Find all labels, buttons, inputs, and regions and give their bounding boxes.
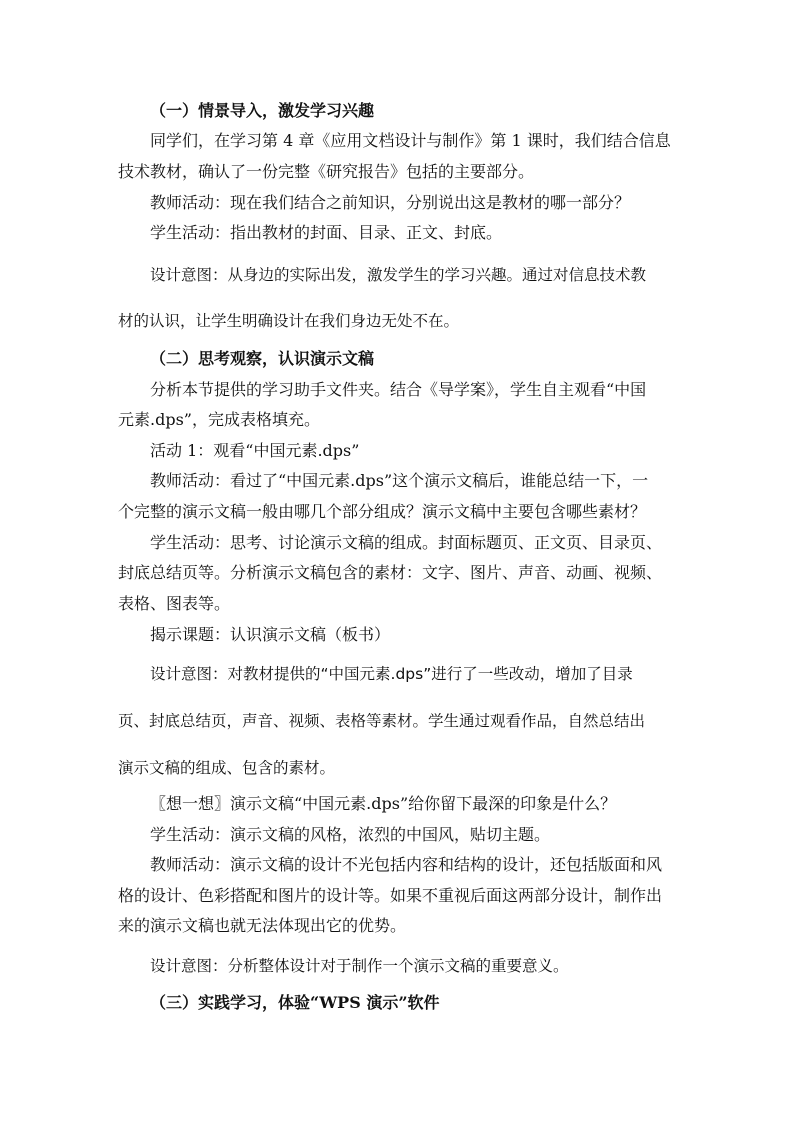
section-1-intro-line-2: 技术教材，确认了一份完整《研究报告》包括的主要部分。 bbox=[118, 162, 535, 181]
section-2-teacher-line-1: 教师活动：看过了“中国元素.dps”这个演示文稿后，谁能总结一下，一 bbox=[150, 471, 649, 490]
section-2-think-question: 〖想一想〗演示文稿“中国元素.dps”给你留下最深的印象是什么？ bbox=[150, 794, 617, 813]
section-2-student-line-1: 学生活动：思考、讨论演示文稿的组成。封面标题页、正文页、目录页、 bbox=[150, 533, 663, 552]
section-2-student-line-3: 表格、图表等。 bbox=[118, 594, 231, 613]
section-2-intro-line-2: 元素.dps”，完成表格填充。 bbox=[118, 410, 320, 429]
section-2-heading: （二）思考观察，认识演示文稿 bbox=[150, 349, 375, 368]
section-2-teacher-line-2: 个完整的演示文稿一般由哪几个部分组成？演示文稿中主要包含哪些素材？ bbox=[118, 502, 647, 521]
section-1-teacher-activity: 教师活动：现在我们结合之前知识，分别说出这是教材的哪一部分？ bbox=[150, 193, 631, 212]
section-2-teacher-2-line-3: 来的演示文稿也就无法体现出它的优势。 bbox=[118, 916, 407, 935]
section-2-design-line-2: 页、封底总结页，声音、视频、表格等素材。学生通过观看作品，自然总结出 bbox=[118, 712, 646, 730]
section-2-design-2: 设计意图：分析整体设计对于制作一个演示文稿的重要意义。 bbox=[150, 957, 569, 975]
section-1-student-activity: 学生活动：指出教材的封面、目录、正文、封底。 bbox=[150, 223, 503, 242]
section-1-heading: （一）情景导入，激发学习兴趣 bbox=[150, 101, 375, 120]
section-2-student-line-2: 封底总结页等。分析演示文稿包含的素材：文字、图片、声音、动画、视频、 bbox=[118, 563, 663, 582]
section-2-design-line-3: 演示文稿的组成、包含的素材。 bbox=[118, 759, 336, 777]
section-2-activity-1: 活动 1：观看“中国元素.dps” bbox=[150, 441, 360, 460]
section-2-intro-line-1: 分析本节提供的学习助手文件夹。结合《导学案》，学生自主观看“中国 bbox=[150, 380, 647, 399]
section-2-reveal-topic: 揭示课题：认识演示文稿（板书） bbox=[150, 625, 391, 644]
section-2-teacher-2-line-1: 教师活动：演示文稿的设计不光包括内容和结构的设计，还包括版面和风 bbox=[150, 855, 663, 874]
section-1-intro-line-1: 同学们，在学习第 4 章《应用文档设计与制作》第 1 课时，我们结合信息 bbox=[150, 131, 671, 150]
section-2-student-activity-2: 学生活动：演示文稿的风格，浓烈的中国风，贴切主题。 bbox=[150, 825, 551, 844]
section-1-design-line-2: 材的认识，让学生明确设计在我们身边无处不在。 bbox=[118, 312, 460, 330]
section-1-design-line-1: 设计意图：从身边的实际出发，激发学生的学习兴趣。通过对信息技术教 bbox=[150, 266, 647, 284]
section-2-teacher-2-line-2: 格的设计、色彩搭配和图片的设计等。如果不重视后面这两部分设计，制作出 bbox=[118, 886, 663, 905]
section-3-heading: （三）实践学习，体验“WPS 演示”软件 bbox=[150, 993, 440, 1012]
section-2-design-line-1: 设计意图：对教材提供的“中国元素.dps”进行了一些改动，增加了目录 bbox=[150, 665, 633, 683]
